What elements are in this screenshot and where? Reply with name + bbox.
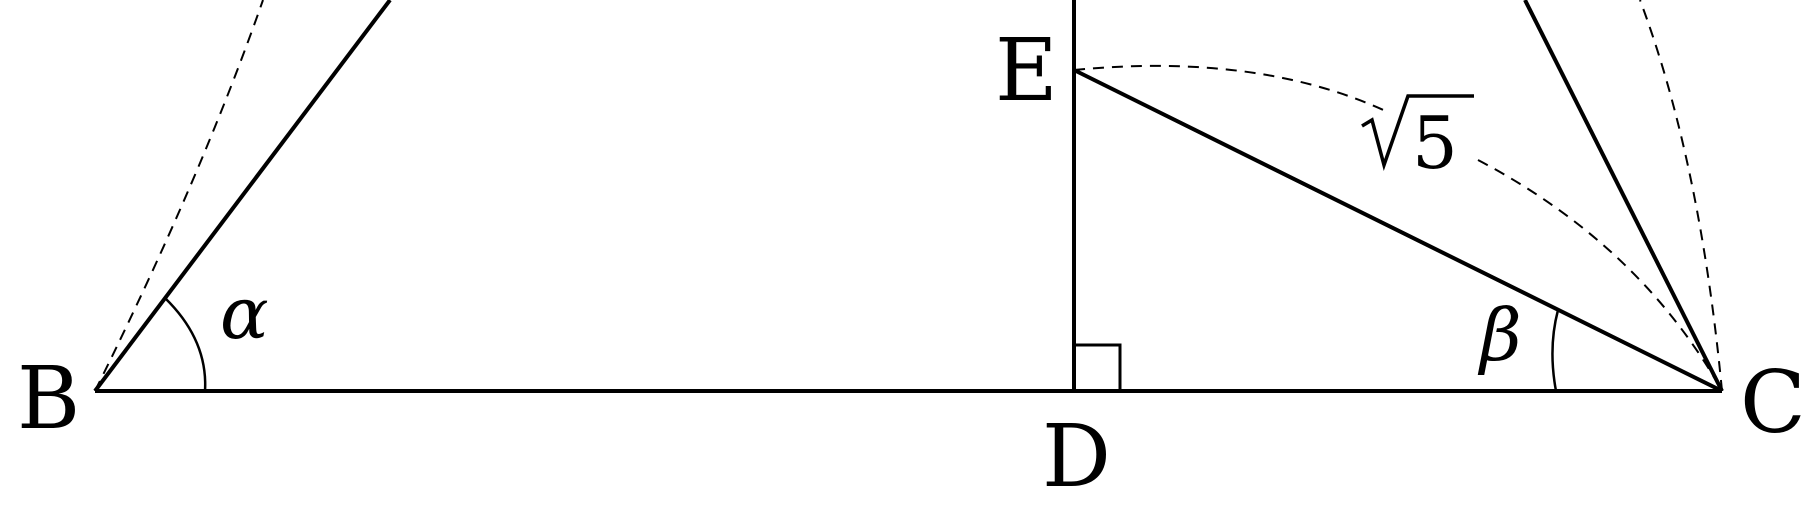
point-label-c: C bbox=[1740, 353, 1806, 453]
dashed-arc-right bbox=[1640, 0, 1722, 391]
angle-label-alpha: α bbox=[220, 271, 269, 355]
segment-ec bbox=[1074, 70, 1722, 391]
point-label-d: D bbox=[1042, 407, 1111, 507]
angle-beta-arc bbox=[1552, 310, 1558, 391]
point-label-b: B bbox=[17, 349, 81, 449]
angle-alpha-arc bbox=[165, 298, 205, 391]
right-angle-marker bbox=[1074, 345, 1120, 391]
angle-label-beta: β bbox=[1480, 293, 1522, 377]
point-label-e: E bbox=[995, 21, 1058, 121]
length-label-ec: 5 bbox=[1412, 101, 1458, 185]
